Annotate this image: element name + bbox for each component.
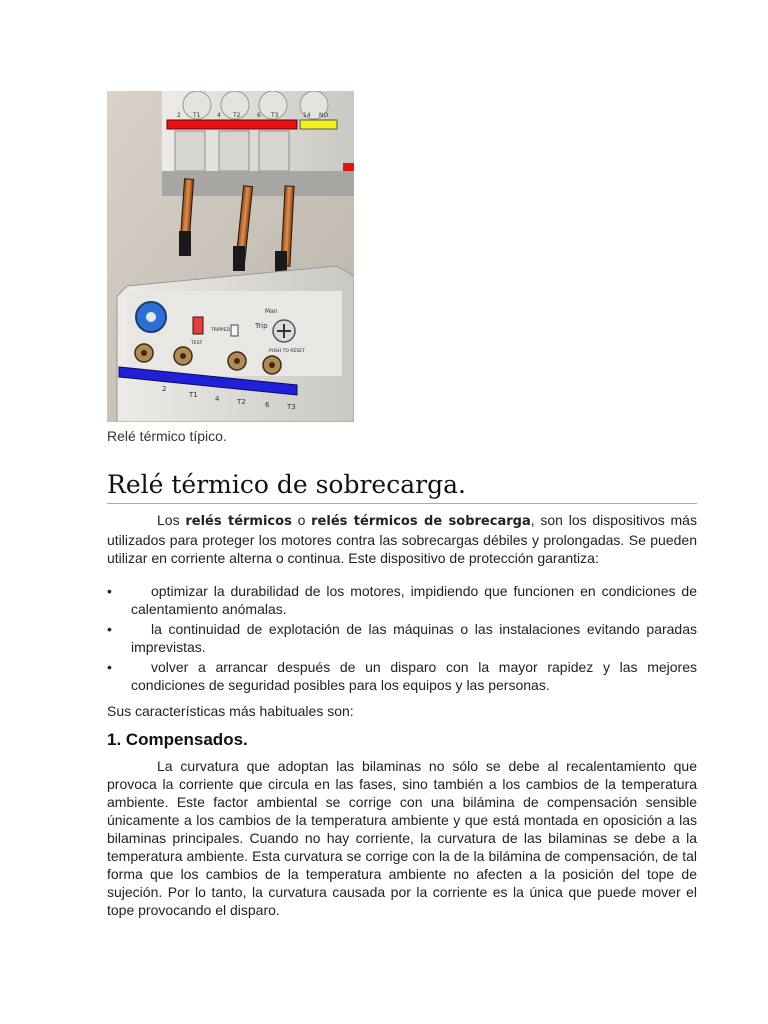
page-title: Relé térmico de sobrecarga. [107,470,697,504]
bullet-icon: • [107,621,112,637]
intro-text: , son los dispositivos más utilizados para proteger los motores contra las sobrecargas débiles y prolongadas. Se pueden utilizar en corriente alterna o continua. Este dispositivo de protección garantiza: [107,512,697,566]
list-item [107,582,697,618]
terminal-label: T1 [193,112,201,119]
push-to-reset-label: PUSH TO RESET [269,349,305,354]
terminal-label: 2 [177,112,181,119]
list-item-text: volver a arrancar después de un disparo con la mayor rapidez y las mejores condiciones de seguridad posibles para los equipos y las personas. [131,659,697,693]
list-item [107,620,697,656]
intro-bold-term: relés térmicos de sobrecarga [311,514,531,529]
intro-text: o [291,512,312,528]
intro-paragraph [107,511,697,567]
terminal-label: 14 [303,112,311,119]
terminal-label: T2 [233,112,241,119]
list-item [107,658,697,694]
intro-bold-term: relés térmicos [185,514,292,529]
terminal-label: T3 [287,403,296,411]
trip-label: Trip [255,322,268,330]
section-title: 1. Compensados. [107,730,248,749]
terminal-label: 4 [215,395,220,403]
terminal-label: T2 [237,398,246,406]
yellow-band [300,120,337,129]
section-body-text: La curvatura que adoptan las bilaminas no sólo se debe al recalentamiento que provoca la corriente que circula en las fases, sino también a los cambios de la temperatura ambiente. Este factor ambiental se corrige con una bilámina de compensación sensible únicamente a los cambios de la temperatura ambiente y que está montada en oposición a las bilaminas principales. Cuando no hay corriente, la curvatura de las bilaminas se debe a la temperatura ambiente. Esta curvatura se corrige con la de la bilámina de compensación, de tal forma que los cambios de la temperatura ambiente no afecten a la posición del tope de sujeción. Por lo tanto, la curvatura causada por la corriente es la única que puede mover el tope provocando el disparo. [107,758,697,918]
man-label: Man [265,308,278,315]
list-item-text: optimizar la durabilidad de los motores, impidiendo que funcionen en condiciones de calentamiento anómalas. [131,583,697,617]
section-body [107,757,697,919]
bullet-icon: • [107,659,112,675]
terminal-label: NO [319,112,329,119]
intro-text: Los [157,512,186,528]
test-label: TEST [191,341,203,346]
figure-caption: Relé térmico típico. [107,428,227,444]
terminal-label: 6 [257,112,261,119]
red-band-top [167,120,297,129]
tripped-indicator [193,317,203,334]
terminal-label: 6 [265,401,270,409]
terminal-label: T1 [189,391,198,399]
terminal-label: 2 [162,385,167,393]
terminal-label: T3 [271,112,279,119]
red-band-side [343,163,354,172]
bullet-icon: • [107,583,112,599]
guarantee-list [107,582,697,696]
tripped-label: TRIPPED [211,328,230,333]
relay-photo [107,91,354,422]
characteristics-intro: Sus características más habituales son: [107,703,354,719]
terminal-label: 4 [217,112,221,119]
list-item-text: la continuidad de explotación de las máquinas o las instalaciones evitando paradas imprevistas. [131,621,697,655]
